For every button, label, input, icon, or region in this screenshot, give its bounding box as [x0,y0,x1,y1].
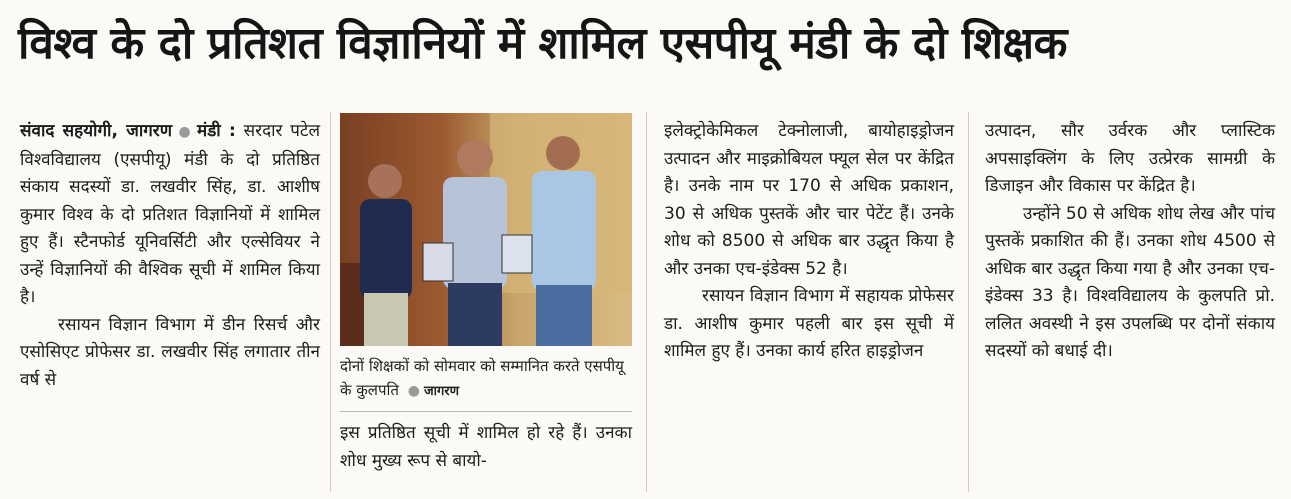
photo-image [340,113,632,346]
byline-author: संवाद सहयोगी, जागरण [20,121,173,141]
photo-caption [340,354,632,404]
paragraph: इलेक्ट्रोकेमिकल टेक्नोलाजी, बायोहाइड्रोजन उत्पादन और माइक्रोबियल फ्यूल सेल पर केंद्रित है। उनके नाम पर 170 से अधिक प्रकाशन, 30 से अधिक पुस्तकें और चार पेटेंट हैं। उनके शोध को 8500 से अधिक बार उद्धृत किया है और उनका एच-इंडेक्स 52 है। [664,121,954,279]
headline: विश्व के दो प्रतिशत विज्ञानियों में शामिल एसपीयू मंडी के दो शिक्षक [18,18,1067,69]
column-divider [330,112,331,492]
news-photo [340,113,632,346]
paragraph: इस प्रतिष्ठित सूची में शामिल हो रहे हैं। उनका शोध मुख्य रूप से बायो- [340,423,632,471]
column-divider [968,112,969,492]
paragraph: रसायन विज्ञान विभाग में सहायक प्रोफेसर डा. आशीष कुमार पहली बार इस सूची में शामिल हुए हैं। उनका कार्य हरित हाइड्रोजन [664,286,954,361]
paragraph: रसायन विज्ञान विभाग में डीन रिसर्च और एसोसिएट प्रोफेसर डा. लखवीर सिंह लगातार तीन वर्ष से [20,314,320,390]
column-divider [646,112,647,492]
caption-text: दोनों शिक्षकों को सोमवार को सम्मानित करते एसपीयू के कुलपति [340,357,624,399]
caption-source: जागरण [423,384,459,399]
article-column-4 [985,118,1275,366]
caption-divider [340,411,632,412]
paragraph: उन्होंने 50 से अधिक शोध लेख और पांच पुस्तकें प्रकाशित की हैं। उनका शोध 4500 से अधिक बार उद्धृत किया गया है और उनका एच-इंडेक्स 33 है। विश्वविद्यालय के कुलपति प्रो. ललित अवस्थी ने इस उपलब्धि पर दोनों संकाय सदस्यों को बधाई दी। [985,203,1275,361]
article-column-2 [340,420,632,475]
paragraph: उत्पादन, सौर उर्वरक और प्लास्टिक अपसाइक्लिंग के लिए उत्प्रेरक सामग्री के डिजाइन और विकास पर केंद्रित है। [985,121,1275,196]
byline-place: मंडी : [197,121,236,141]
article-column-3 [664,118,954,366]
article-column-1 [20,118,320,394]
bullet-icon: ● [407,383,420,399]
bullet-icon: ● [176,124,194,140]
paragraph-text: सरदार पटेल विश्वविद्यालय (एसपीयू) मंडी के दो प्रतिष्ठित संकाय सदस्यों डा. लखवीर सिंह, डा. आशीष कुमार विश्व के दो प्रतिशत विज्ञानियों में शामिल हुए हैं। स्टैनफोर्ड यूनिवर्सिटी और एल्सेवियर ने उन्हें विज्ञानियों की वैश्विक सूची में शामिल किया है। [20,121,320,307]
paragraph [20,118,320,312]
